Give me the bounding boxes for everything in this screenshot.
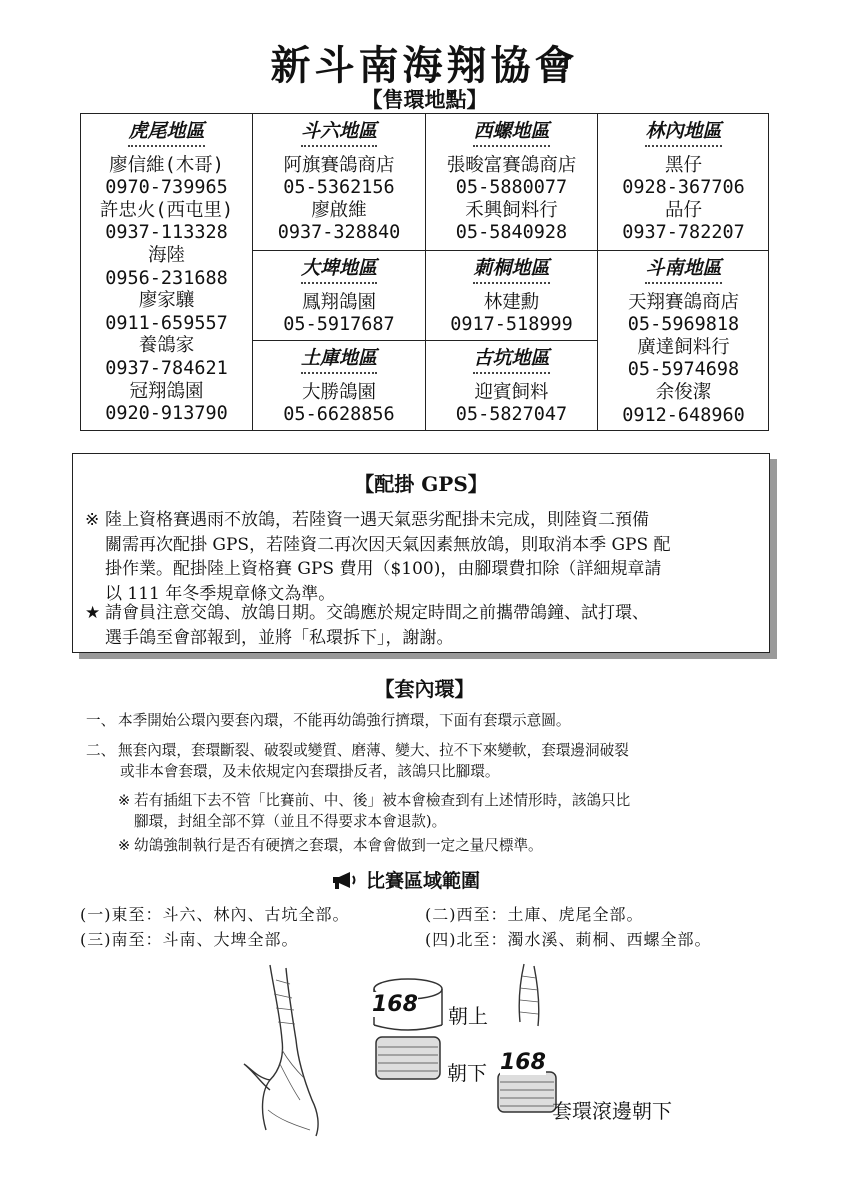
text-line: 本季開始公環內要套內環，不能再幼鴿強行擠環，下面有套環示意圖。 bbox=[118, 712, 571, 729]
region-line: 05-5917687 bbox=[283, 314, 395, 336]
inner-ring-item-2 bbox=[86, 740, 778, 782]
region-line: 05-5840928 bbox=[455, 222, 568, 244]
region-line: 0970-739965 bbox=[105, 177, 228, 199]
inner-ring-heading: 【套內環】 bbox=[374, 677, 475, 701]
gps-paragraph-report bbox=[85, 601, 765, 650]
region-heading: 土庫地區 bbox=[301, 347, 377, 374]
region-heading: 大埤地區 bbox=[301, 257, 377, 284]
region-tuku bbox=[253, 341, 425, 427]
region-line: 0912-648960 bbox=[622, 404, 745, 426]
region-line: 禾興飼料行 bbox=[465, 199, 558, 221]
region-line: 05-5362156 bbox=[283, 177, 395, 199]
text-line: 請會員注意交鴿、放鴿日期。交鴿應於規定時間之前攜帶鴿鐘、試打環、 bbox=[105, 603, 649, 623]
region-line: 張畯富賽鴿商店 bbox=[446, 154, 577, 176]
text-line: 陸上資格賽遇雨不放鴿，若陸資一遇天氣惡劣配掛未完成，則陸資二預備 bbox=[105, 510, 649, 530]
region-citong bbox=[426, 251, 597, 337]
ring-number-down: 168 bbox=[500, 1050, 546, 1075]
inner-ring-note-2 bbox=[118, 835, 774, 856]
region-line: 大勝鴿園 bbox=[301, 381, 376, 403]
megaphone-icon bbox=[330, 870, 358, 895]
text-line: 或非本會套環，及未依規定內套環掛反者，該鴿只比腳環。 bbox=[120, 763, 500, 780]
region-line: 05-6628856 bbox=[283, 404, 395, 426]
region-line: 養鴿家 bbox=[138, 335, 195, 357]
region-heading: 斗六地區 bbox=[301, 120, 377, 147]
gps-paragraph-rain bbox=[85, 508, 765, 606]
region-line: 黑仔 bbox=[664, 154, 702, 176]
region-line: 0937-782207 bbox=[622, 222, 745, 244]
region-line: 0956-231688 bbox=[105, 267, 228, 289]
region-line: 05-5969818 bbox=[627, 314, 740, 336]
reference-mark: ※ bbox=[118, 837, 131, 854]
region-line: 品仔 bbox=[664, 199, 702, 221]
race-area-heading bbox=[330, 866, 480, 895]
region-line: 迎賓飼料 bbox=[474, 381, 549, 403]
item-number: 二、 bbox=[86, 742, 116, 759]
area-north: (四)北至：濁水溪、莿桐、西螺全部。 bbox=[425, 930, 712, 949]
region-line: 林建勳 bbox=[483, 291, 540, 313]
area-south: (三)南至：斗南、大埤全部。 bbox=[80, 930, 299, 949]
region-dounan bbox=[598, 251, 769, 427]
region-line: 廖家驤 bbox=[138, 290, 195, 312]
region-heading: 古坑地區 bbox=[473, 347, 549, 374]
region-line: 0911-659557 bbox=[105, 312, 228, 334]
reference-mark: ※ bbox=[118, 792, 131, 809]
region-heading: 虎尾地區 bbox=[128, 120, 204, 147]
pigeon-leg-left-drawing bbox=[240, 960, 340, 1140]
text-line: 無套內環，套環斷裂、破裂或變質、磨薄、變大、拉不下來變軟，套環邊洞破裂 bbox=[118, 742, 629, 759]
gps-notice-box bbox=[72, 453, 770, 653]
region-line: 0920-913790 bbox=[105, 403, 228, 425]
reference-mark: ※ bbox=[85, 510, 100, 530]
region-line: 0937-113328 bbox=[105, 222, 228, 244]
region-line: 阿旗賽鴿商店 bbox=[283, 154, 395, 176]
label-down: 朝下 bbox=[447, 1061, 487, 1085]
inner-ring-item-1 bbox=[86, 710, 768, 731]
region-line: 冠翔鴿園 bbox=[129, 380, 204, 402]
region-line: 05-5974698 bbox=[627, 359, 740, 381]
text-line: 選手鴿至會部報到，並將「私環拆下」，謝謝。 bbox=[105, 627, 454, 648]
region-line: 鳳翔鴿園 bbox=[301, 291, 376, 313]
region-heading: 莿桐地區 bbox=[473, 257, 549, 284]
region-line: 廣達飼料行 bbox=[637, 336, 730, 358]
region-line: 廖信維(木哥) bbox=[109, 154, 224, 176]
text-line: 幼鴿強制執行是否有硬擠之套環，本會會做到一定之量尺標準。 bbox=[134, 837, 543, 854]
inner-ring-note-1 bbox=[118, 790, 774, 832]
region-line: 天翔賽鴿商店 bbox=[627, 291, 739, 313]
region-line: 05-5880077 bbox=[455, 177, 568, 199]
region-line: 0928-367706 bbox=[622, 177, 745, 199]
label-ring-edge: 套環滾邊朝下 bbox=[552, 1099, 672, 1123]
region-line: 05-5827047 bbox=[455, 404, 568, 426]
region-line: 許忠火(西屯里) bbox=[99, 199, 234, 221]
region-line: 余俊潔 bbox=[655, 381, 712, 403]
region-dapi bbox=[253, 251, 425, 337]
outlet-subtitle: 【售環地點】 bbox=[361, 87, 488, 112]
region-huwei bbox=[81, 114, 252, 426]
text-line: 掛作業。配掛陸上資格賽 GPS 費用（$100)，由腳環費扣除（詳細規章請 bbox=[105, 559, 662, 579]
text-line: 關需再次配掛 GPS，若陸資二再次因天氣因素無放鴿，則取消本季 GPS 配 bbox=[105, 534, 671, 555]
text-line: 若有插組下去不管「比賽前、中、後」被本會檢查到有上述情形時，該鴿只比 bbox=[134, 792, 631, 809]
gps-heading: 【配掛 GPS】 bbox=[354, 472, 488, 496]
region-line: 海陸 bbox=[147, 244, 185, 266]
region-heading: 斗南地區 bbox=[645, 257, 721, 284]
text-line: 腳環，封組全部不算（並且不得要求本會退款)。 bbox=[134, 813, 447, 830]
region-gukeng bbox=[426, 341, 597, 427]
region-line: 0917-518999 bbox=[450, 314, 573, 336]
star-icon: ★ bbox=[85, 603, 101, 623]
area-east: (一)東至：斗六、林內、古坑全部。 bbox=[80, 905, 350, 924]
region-douliu bbox=[253, 114, 425, 245]
race-area-title: 比賽區域範圍 bbox=[366, 870, 481, 892]
text-line: 以 111 年冬季規章條文為準。 bbox=[105, 583, 336, 604]
region-line: 廖啟維 bbox=[311, 199, 367, 221]
item-number: 一、 bbox=[86, 712, 116, 729]
region-line: 0937-328840 bbox=[277, 222, 401, 244]
page-title: 新斗南海翔協會 bbox=[270, 42, 579, 89]
region-heading: 林內地區 bbox=[645, 120, 721, 147]
ring-number-up: 168 bbox=[372, 992, 418, 1017]
outlet-table bbox=[80, 113, 769, 431]
region-linnei bbox=[598, 114, 769, 245]
area-west: (二)西至：土庫、虎尾全部。 bbox=[425, 905, 644, 924]
region-heading: 西螺地區 bbox=[473, 120, 549, 147]
label-up: 朝上 bbox=[448, 1004, 488, 1028]
region-line: 0937-784621 bbox=[105, 357, 228, 379]
region-xiluo bbox=[426, 114, 597, 245]
